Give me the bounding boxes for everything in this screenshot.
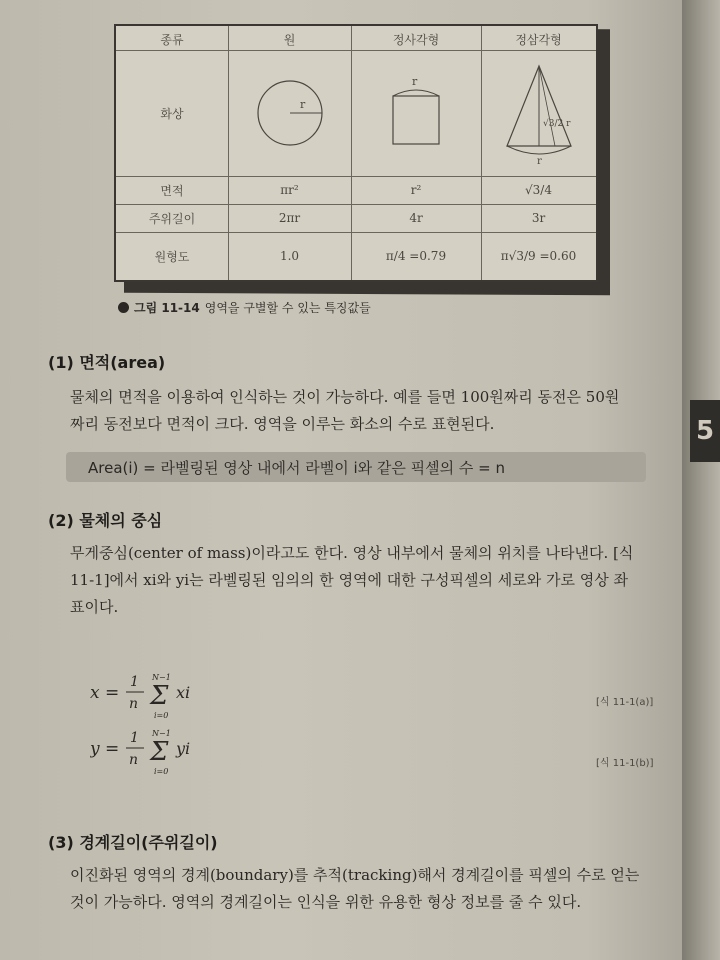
- triangle-perimeter: 3r: [531, 211, 546, 225]
- page-gutter: [682, 0, 720, 960]
- square-circularity: π/4 =0.79: [385, 249, 447, 263]
- table-row-area: [116, 176, 596, 204]
- row-label-image: 화상: [160, 106, 184, 121]
- svg-text:N−1: N−1: [152, 673, 171, 682]
- svg-text:Σ: Σ: [150, 737, 169, 767]
- square-perimeter: 4r: [409, 211, 423, 225]
- circle-area: πr²: [280, 183, 299, 197]
- equation-y-label: [식 11-1(b)]: [596, 758, 654, 769]
- header-triangle: 정삼각형: [515, 32, 562, 47]
- square-side-label: r: [412, 75, 418, 88]
- section3-title: (3) 경계길이(주위길이): [48, 833, 218, 852]
- triangle-area: √3/4: [525, 183, 552, 197]
- triangle-shape-icon: [489, 58, 589, 168]
- chapter-tab: 5: [690, 400, 720, 462]
- triangle-circularity: π√3/9 =0.60: [500, 249, 577, 263]
- section3-paragraph: [70, 862, 680, 916]
- equation-x-render: [90, 668, 250, 720]
- svg-text:i=0: i=0: [154, 711, 169, 720]
- section2-line2: 11-1]에서 xi와 yi는 라벨링된 임의의 한 영역에 대한 구성픽셀의 세로와 가로 영상 좌: [70, 571, 628, 589]
- equation-y-render: [90, 724, 250, 776]
- svg-text:y =: y =: [90, 739, 120, 759]
- svg-text:Σ: Σ: [150, 681, 169, 711]
- circle-radius-label: r: [299, 98, 305, 111]
- triangle-side-label: r: [536, 156, 542, 167]
- section1-line1: 물체의 면적을 이용하여 인식하는 것이 가능하다. 예를 들면 100원짜리 동전은 50원: [70, 388, 620, 406]
- equation-x: [90, 668, 250, 725]
- section2-line3: 표이다.: [70, 598, 119, 616]
- feature-table: [114, 24, 598, 282]
- row-label-area: 면적: [160, 183, 184, 198]
- header-type: 종류: [160, 32, 184, 47]
- circle-circularity: 1.0: [279, 249, 300, 263]
- header-circle: 원: [283, 32, 296, 47]
- square-shape-icon: [371, 68, 461, 158]
- caption-text: 영역을 구별할 수 있는 특징값들: [204, 301, 371, 315]
- svg-text:yi: yi: [176, 739, 191, 758]
- section2-paragraph: [70, 540, 680, 621]
- section1-paragraph: [70, 384, 680, 438]
- section3-line2: 것이 가능하다. 영역의 경계길이는 인식을 위한 유용한 형상 정보를 줄 수 있다.: [70, 893, 582, 911]
- svg-text:xi: xi: [176, 683, 191, 702]
- caption-bullet-icon: [118, 302, 129, 313]
- section2-title: (2) 물체의 중심: [48, 511, 163, 530]
- svg-text:N−1: N−1: [152, 729, 171, 738]
- table-row-perimeter: [116, 204, 596, 232]
- section1-line2: 짜리 동전보다 면적이 크다. 영역을 이루는 화소의 수로 표현된다.: [70, 415, 495, 433]
- header-square: 정사각형: [392, 32, 440, 47]
- svg-text:n: n: [129, 752, 139, 768]
- triangle-height-label: √3/2 r: [542, 119, 570, 129]
- equation-y: [90, 724, 250, 781]
- row-label-perimeter: 주위길이: [148, 211, 196, 226]
- svg-text:1: 1: [130, 674, 139, 690]
- table-row-image: [116, 50, 596, 176]
- row-label-circularity: 원형도: [154, 249, 190, 264]
- svg-text:x =: x =: [90, 683, 120, 703]
- section2-line1: 무게중심(center of mass)이라고도 한다. 영상 내부에서 물체의 위치를 나타낸다. [식: [70, 544, 634, 562]
- svg-text:1: 1: [130, 730, 139, 746]
- figure-caption: [118, 299, 371, 316]
- circle-perimeter: 2πr: [278, 211, 301, 225]
- equation-x-label: [식 11-1(a)]: [596, 697, 654, 708]
- section1-title: (1) 면적(area): [48, 353, 166, 372]
- table-row-circularity: [116, 232, 596, 280]
- svg-text:n: n: [129, 696, 139, 712]
- caption-number: 그림 11-14: [134, 301, 200, 315]
- table-header-row: [116, 28, 596, 50]
- area-formula: Area(i) = 라벨링된 영상 내에서 라벨이 i와 같은 픽셀의 수 = n: [66, 452, 646, 482]
- section3-line1: 이진화된 영역의 경계(boundary)를 추적(tracking)해서 경계길이를 픽셀의 수로 얻는: [70, 866, 640, 884]
- circle-shape-icon: [245, 68, 335, 158]
- svg-text:i=0: i=0: [154, 767, 169, 776]
- square-area: r²: [410, 183, 422, 197]
